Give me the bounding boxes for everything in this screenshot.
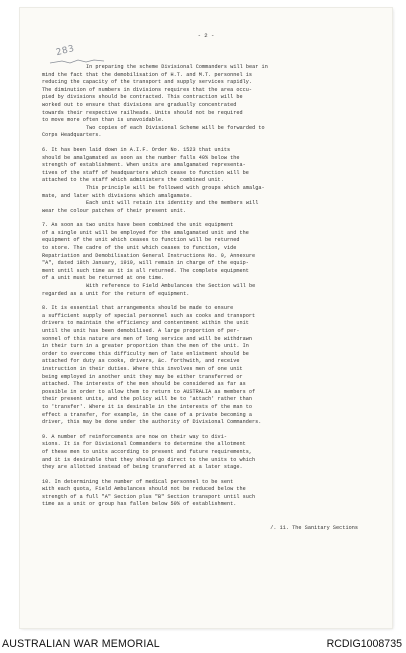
text-line: 9. A number of reinforcements are now on their way to divi-: [42, 433, 227, 440]
text-line: tives of the staff of headquarters which cease to function will be: [42, 169, 249, 176]
text-line: and it is desirable that they should go direct to the units to which: [42, 456, 256, 463]
continuation-note: [42, 516, 376, 534]
continuation-text: /. 11. The Sanitary Sections: [270, 525, 358, 532]
text-line: The diminution of numbers in divisions requires that the area occu-: [42, 86, 253, 93]
text-line: instruction in their duties. Where this involves men of one unit: [42, 365, 243, 372]
paragraph-9: [42, 434, 376, 472]
text-line: 8. It is essential that arrangements should be made to ensure: [42, 305, 234, 312]
archive-name: AUSTRALIAN WAR MEMORIAL: [2, 638, 160, 650]
text-line: 6. It has been laid down in A.I.F. Order No. 1523 that units: [42, 146, 231, 153]
text-line: driver, this may be done under the authority of Divisional Commanders.: [42, 419, 262, 426]
text-line: to store. The cadre of the unit which ceases to function, vide: [42, 245, 237, 252]
text-line: reducing the capacity of the transport and supply services rapidly.: [42, 79, 253, 86]
text-line: 7. As soon as two units have been combined the unit equipment: [42, 222, 234, 229]
text-line: Repatriation and Demobilisation General Instructions No. 9, Annexure: [42, 252, 256, 259]
text-line: ment until such time as it is all returned. The complete equipment: [42, 267, 249, 274]
text-line: effect a transfer, for example, in the case of a private becoming a: [42, 411, 253, 418]
document-page: [20, 8, 392, 628]
text-line: mate, and later with divisions which amalgamate.: [42, 192, 193, 199]
text-line: Each unit will retain its identity and the members will: [86, 200, 259, 207]
text-line: being employed in another unit they may be either transferred or: [42, 373, 243, 380]
record-id: RCDIG1008735: [326, 638, 402, 650]
text-line: attached. The interests of the men should be considered as far as: [42, 381, 246, 388]
text-line: drivers to maintain the efficiency and contentment within the unit: [42, 320, 249, 327]
text-line: of a unit must be returned at one time.: [42, 275, 165, 282]
text-line: mind the fact that the demobilisation of H.T. and M.T. personnel is: [42, 71, 253, 78]
text-line: With reference to Field Ambulances the Section will be: [86, 283, 256, 290]
text-line: attached for duty as cooks, drivers, &c. forthwith, and receive: [42, 358, 240, 365]
archive-footer: [0, 636, 406, 653]
paragraph-6: [42, 147, 376, 215]
text-line: In preparing the scheme Divisional Commanders will bear in: [86, 64, 268, 70]
text-line: a sufficient supply of special personnel such as cooks and transport: [42, 312, 256, 319]
text-line: of these men to units according to present and future requirements,: [42, 448, 253, 455]
reference-stamp: 283: [55, 43, 76, 59]
text-line: possible in order to allow them to return to AUSTRALIA as members of: [42, 388, 256, 395]
paragraph-7: [42, 222, 376, 298]
text-line: to move more often than is unavoidable.: [42, 117, 165, 124]
text-line: pied by divisions should be contracted. This contraction will be: [42, 94, 243, 101]
text-line: until the unit has been demobilised. A large proportion of per-: [42, 328, 240, 334]
document-body: [42, 64, 376, 541]
text-line: should be amalgamated as soon as the number falls 40% below the: [42, 154, 240, 161]
text-line: sions. It is for Divisional Commanders to determine the allotment: [42, 441, 246, 448]
page-number: - 2 -: [197, 32, 215, 39]
text-line: This principle will be followed with groups which amalga-: [86, 184, 265, 191]
paragraph-8: [42, 305, 376, 427]
text-line: their present units, and the policy will be to 'attach' rather than: [42, 396, 253, 403]
text-line: regarded as a unit for the return of equipment.: [42, 290, 190, 297]
text-line: Two copies of each Divisional Scheme will be forwarded to: [86, 124, 265, 131]
text-line: of a single unit will be employed for the amalgamated unit and the: [42, 229, 249, 236]
text-line: order to overcome this difficulty men of late enlistment should be: [42, 350, 249, 357]
text-line: in their turn in a greater proportion than the men of the unit. In: [42, 343, 249, 350]
text-line: sonnel of this nature are men of long service and will be withdrawn: [42, 335, 253, 342]
paragraph-intro: [42, 64, 376, 140]
text-line: "A", dated 18th January, 1919, will remain in charge of the equip-: [42, 260, 249, 267]
text-line: Corps Headquarters.: [42, 132, 102, 139]
text-line: with each quota, Field Ambulances should not be reduced below the: [42, 486, 246, 493]
text-line: equipment of the unit which ceases to function will be returned: [42, 237, 240, 244]
text-line: attached to the staff which administers the combined unit.: [42, 177, 224, 184]
text-line: time as a unit or group has fallen below 50% of establishment.: [42, 501, 237, 508]
text-line: they are allotted instead of being transferred at a later stage.: [42, 464, 243, 471]
text-line: wear the colour patches of their present unit.: [42, 207, 187, 214]
text-line: 10. In determining the number of medical personnel to be sent: [42, 478, 234, 485]
text-line: towards their respective railheads. Units should not be required: [42, 109, 243, 116]
text-line: to 'transfer'. Where it is desirable in the interests of the man to: [42, 403, 253, 410]
text-line: strength of establishment. When units are amalgamated representa-: [42, 162, 246, 169]
text-line: strength of a full "A" Section plus "B" Section transport until such: [42, 493, 256, 500]
text-line: worked out to ensure that divisions are gradually concentrated: [42, 101, 237, 108]
paragraph-10: [42, 479, 376, 509]
